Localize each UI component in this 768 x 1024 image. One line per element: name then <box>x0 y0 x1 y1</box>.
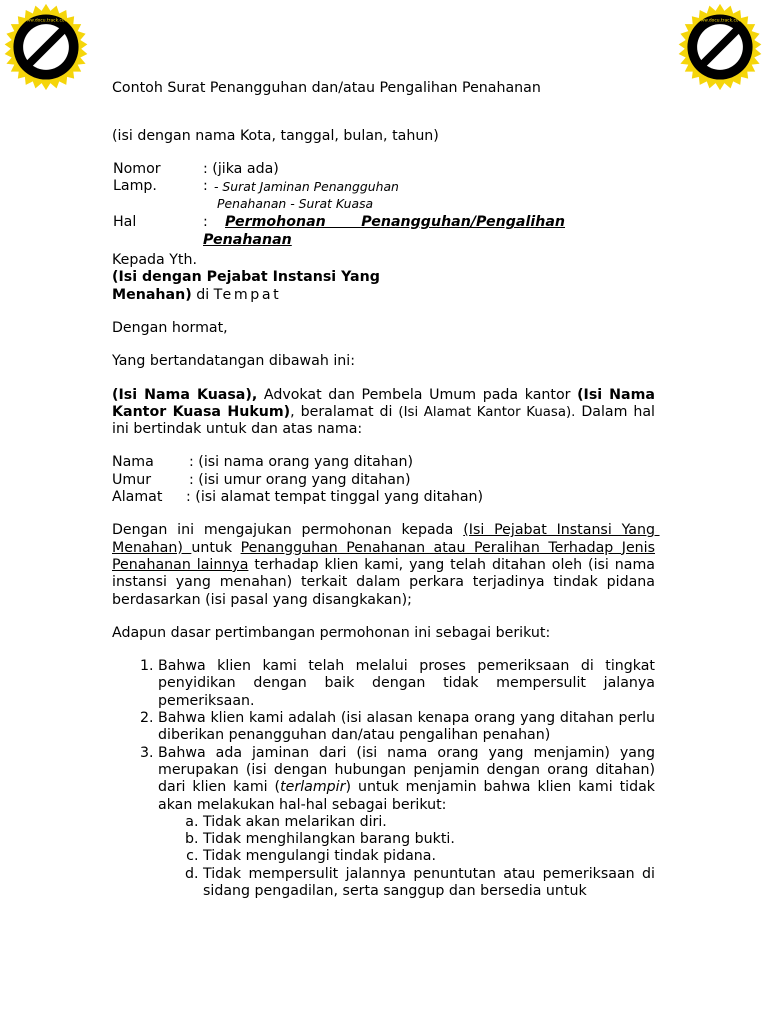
recipient-di: di <box>191 286 214 303</box>
para2-text-3: terhadap klien kami, yang telah ditahan oleh (isi nama instansi yang menahan) terkait dalam perkara terjadinya tindak pidana berdasarkan (isi pasal yang disangkakan); <box>112 556 660 608</box>
letter-page <box>112 80 660 900</box>
identity-block <box>112 454 655 506</box>
letter-meta <box>112 161 655 249</box>
recipient-tempat: Tempat <box>213 286 282 303</box>
reason-item-1: 1. Bahwa klien kami telah melalui proses pemeriksaan di tingkat penyidikan dengan baik dengan tidak mempersulit jalanya pemeriksaan. <box>158 658 655 710</box>
meta-nomor <box>112 161 655 178</box>
para2-text-2: untuk <box>191 539 241 556</box>
document-title: Contoh Surat Penangguhan dan/atau Pengalihan Penahanan <box>112 80 541 96</box>
jenis-penahanan: Penangguhan Penahanan atau Peralihan Terhadap Jenis Penahanan lainnya <box>112 539 655 573</box>
place-date-line: (isi dengan nama Kota, tanggal, bulan, tahun) <box>112 128 439 145</box>
recipient-line-2 <box>112 287 655 304</box>
guarantee-item: a. Tidak akan melarikan diri. <box>203 814 655 831</box>
watermark-badge-right <box>676 3 764 91</box>
guarantee-item: c. Tidak mengulangi tindak pidana. <box>203 848 655 865</box>
recipient-bold-line-1: (Isi dengan Pejabat Instansi Yang <box>112 269 380 286</box>
greeting: Dengan hormat, <box>112 319 228 336</box>
reason-3-text-1: Bahwa ada jaminan dari (isi nama orang yang menjamin) yang merupakan (isi dengan hubungan penjamin dengan orang ditahan) dari klien kami ( <box>158 744 655 796</box>
reason-item-2: 2. Bahwa klien kami adalah (isi alasan kenapa orang yang ditahan perlu diberikan penangguhan dan/atau pengalihan penahan) <box>158 710 655 745</box>
badge-text: www.docu.track.com <box>697 18 743 24</box>
intro-line: Yang bertandatangan dibawah ini: <box>112 353 355 370</box>
identity-row-nama <box>112 454 655 471</box>
nomor-label: Nomor <box>113 160 161 177</box>
paragraph-request <box>112 522 660 608</box>
lamp-label: Lamp. <box>113 177 157 194</box>
para2-text-1: Dengan ini mengajukan permohonan kepada <box>112 522 464 539</box>
nomor-value: : (jika ada) <box>203 160 279 177</box>
lamp-value <box>214 178 655 213</box>
identity-label: Nama <box>112 454 154 471</box>
recipient-line: Kepada Yth. <box>112 252 197 269</box>
lamp-colon: : <box>203 177 208 194</box>
guarantee-item: d. Tidak mempersulit jalannya penuntutan atau pemeriksaan di sidang pengadilan, serta sanggup dan bersedia untuk <box>203 866 655 901</box>
lamp-value-line-1: - Surat Jaminan Penangguhan <box>214 178 399 194</box>
meta-hal <box>112 214 655 231</box>
reason-3-italic: terlampir <box>280 779 346 796</box>
pejabat-instansi: (Isi Pejabat Instansi Yang Menahan) <box>112 522 660 556</box>
meta-lamp <box>112 178 655 213</box>
kantor-address: (Isi Alamat Kantor Kuasa). <box>398 404 576 420</box>
identity-row-umur <box>112 472 655 489</box>
badge-text: www.docu.track.com <box>23 18 69 24</box>
basis-intro: Adapun dasar pertimbangan permohonan ini sebagai berikut: <box>112 624 551 641</box>
hal-colon: : <box>203 214 208 231</box>
identity-row-alamat <box>112 489 655 506</box>
hal-value-line-2: Penahanan <box>203 231 292 248</box>
identity-label: Alamat <box>112 489 163 506</box>
kuasa-name: (Isi Nama Kuasa), <box>112 386 258 403</box>
para1-text-1: Advokat dan Pembela Umum pada kantor <box>257 386 578 403</box>
reason-item-3 <box>158 745 655 901</box>
identity-value: : (isi umur orang yang ditahan) <box>189 471 411 488</box>
watermark-badge-left <box>2 3 90 91</box>
para1-text-2: , beralamat di <box>290 403 399 420</box>
reasons-list <box>112 658 655 900</box>
guarantee-list <box>158 814 655 900</box>
hal-value-line-1: Permohonan Penangguhan/Pengalihan <box>225 214 565 231</box>
lamp-value-line-2: Penahanan - Surat Kuasa <box>217 196 374 212</box>
recipient-bold-line-2: Menahan) <box>112 286 192 303</box>
paragraph-kuasa <box>112 386 660 439</box>
identity-value: : (isi nama orang yang ditahan) <box>189 454 414 471</box>
kantor-name: (Isi Nama Kantor Kuasa Hukum) <box>112 386 655 420</box>
hal-label: Hal <box>113 214 137 231</box>
guarantee-item: b. Tidak menghilangkan barang bukti. <box>203 831 655 848</box>
para1-text-3: Dalam hal ini bertindak untuk dan atas nama: <box>112 403 660 438</box>
reason-3-text-2: ) untuk menjamin bahwa klien kami tidak akan melakukan hal-hal sebagai berikut: <box>158 779 655 813</box>
identity-label: Umur <box>112 471 152 488</box>
identity-value: : (isi alamat tempat tinggal yang ditahan) <box>186 489 484 506</box>
recipient-block <box>112 252 655 304</box>
